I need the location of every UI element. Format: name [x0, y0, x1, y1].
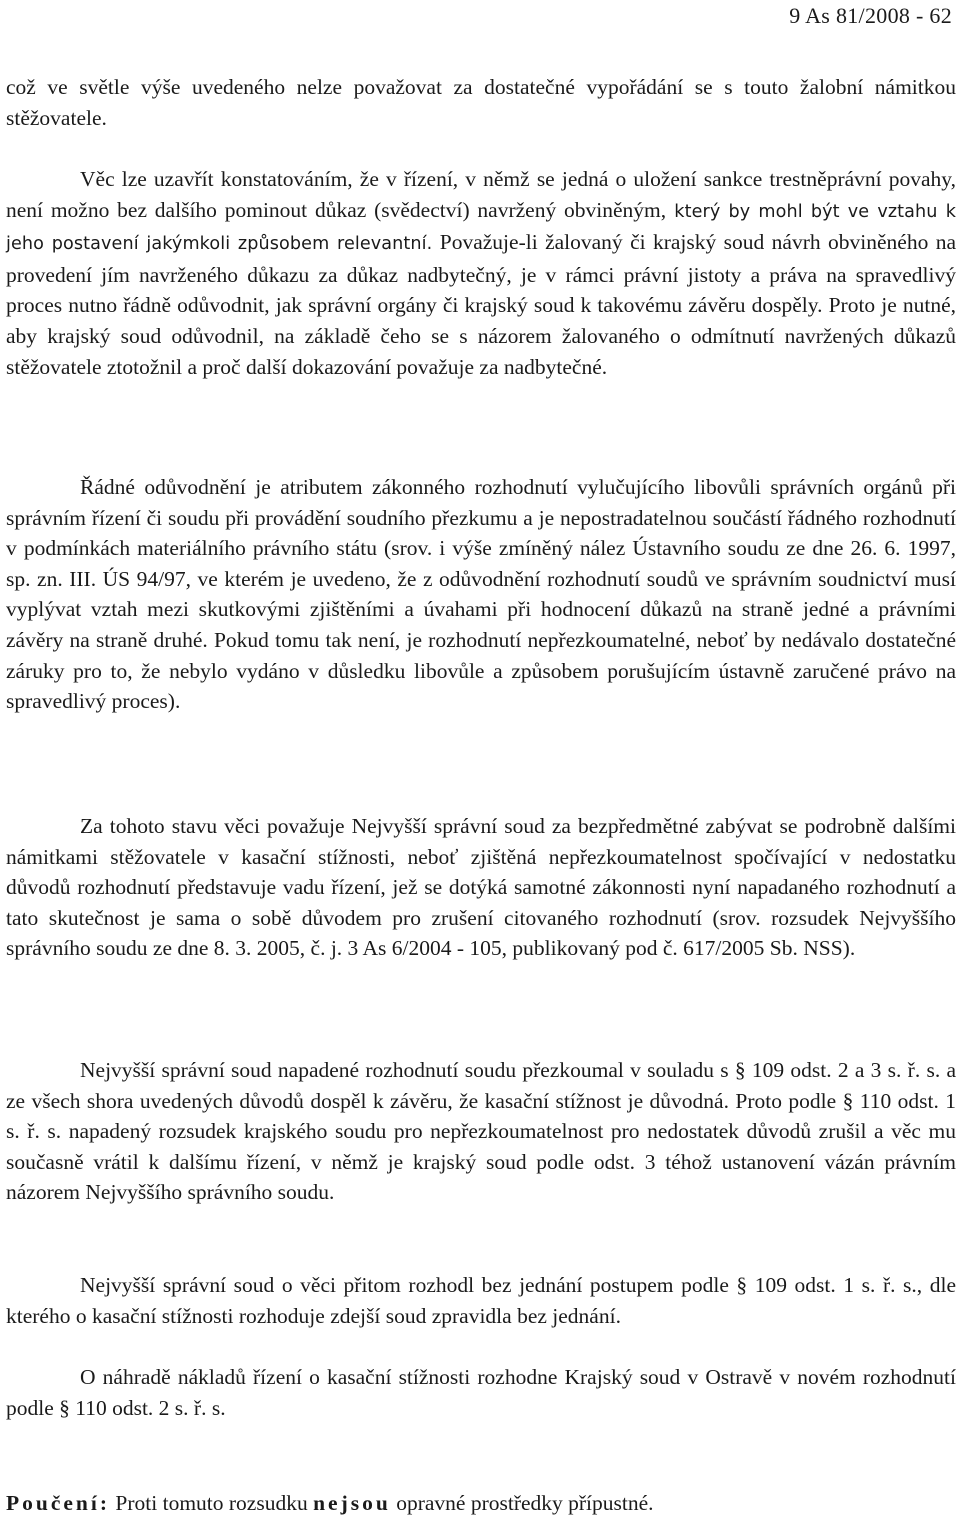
paragraph-costs: O náhradě nákladů řízení o kasační stížnosti rozhodne Krajský soud v Ostravě v novém rozhodnutí podle § 110 odst. 2 s. ř. s.	[6, 1365, 956, 1420]
paragraph-procedure: Nejvyšší správní soud o věci přitom rozhodl bez jednání postupem podle § 109 odst. 1 s. ř. s., dle kterého o kasační stížnosti rozhoduje zdejší soud zpravidla bez jednání.	[6, 1273, 956, 1328]
case-number: 9 As 81/2008 - 62	[789, 3, 952, 28]
document-page	[6, 0, 956, 1517]
paragraph-unreviewable: Za tohoto stavu věci považuje Nejvyšší správní soud za bezpředmětné zabývat se podrobně dalšími námitkami stěžovatele v kasační stížnosti, neboť zjištěná nepřezkoumatelnost spočívající v nedostatku důvodů rozhodnutí představuje vadu řízení, jež se dotýká samotné zákonnosti nyní napadaného rozhodnutí a tato skutečnost je sama o sobě důvodem pro zrušení citovaného rozhodnutí (srov. rozsudek Nejvyššího správního soudu ze dne 8. 3. 2005, č. j. 3 As 6/2004 - 105, publikovaný pod č. 617/2005 Sb. NSS).	[6, 814, 956, 961]
legal-instruction	[6, 1488, 956, 1518]
paragraph-reasoning: Řádné odůvodnění je atributem zákonného rozhodnutí vylučujícího libovůli správních orgánů při správním řízení či soudu při provádění soudního přezkumu a je nepostradatelnou součástí řádného rozhodnutí v podmínkách materiálního právního státu (srov. i výše zmíněný nález Ústavního soudu ze dne 26. 6. 1997, sp. zn. III. ÚS 94/97, ve kterém je uvedeno, že z odůvodnění rozhodnutí soudů ve správním soudnictví musí vyplývat vztah mezi skutkovými zjištěními a úvahami při hodnocení důkazů na straně jedné a právními závěry na straně druhé. Pokud tomu tak není, je rozhodnutí nepřezkoumatelné, neboť by nedávalo dostatečné záruky pro to, že nebylo vydáno v důsledku libovůle a způsobem porušujícím ústavně zaručené právo na spravedlivý proces).	[6, 475, 956, 714]
paragraph-text-serif-b: Považuje-li žalovaný či krajský soud návrh obviněného na provedení jím navrženého důkazu za důkaz nadbytečný, je v rámci právní jistoty a práva na spravedlivý proces nutno řádně odůvodnit, jak správní orgány či krajský soud k takovému závěru dospěly. Proto je nutné, aby krajský soud odůvodnil, na základě čeho se s názorem žalovaného o odmítnutí navržených důkazů stěžovatele ztotožnil a proč další dokazování považuje za nadbytečné.	[6, 230, 956, 379]
instruction-label: Poučení:	[6, 1491, 111, 1515]
paragraph-text-serif-a: Věc lze uzavřít konstatováním, že v řízení, v němž se jedná o uložení sankce trestněprávní povahy, není možno bez dalšího pominout důkaz (svědectví) navržený obviněným,	[6, 167, 956, 222]
paragraph-conclusion-evidence	[6, 164, 956, 382]
instruction-text-2: opravné prostředky přípustné.	[390, 1491, 654, 1515]
paragraph-decision: Nejvyšší správní soud napadené rozhodnutí soudu přezkoumal v souladu s § 109 odst. 2 a 3 s. ř. s. a ze všech shora uvedených důvodů dospěl k závěru, že kasační stížnost je důvodná. Proto podle § 110 odst. 1 s. ř. s. napadený rozsudek krajského soudu pro nepřezkoumatelnost pro nedostatek důvodů zrušil a věc mu současně vrátil k dalšímu řízení, v němž je krajský soud podle odst. 3 téhož ustanovení vázán právním názorem Nejvyššího správního soudu.	[6, 1058, 956, 1205]
paragraph-text-sans: který by mohl být ve vztahu k jeho postavení jakýmkoli způsobem relevantní.	[6, 201, 956, 255]
instruction-text-1: Proti tomuto rozsudku	[110, 1491, 314, 1515]
instruction-emphasis: nejsou	[313, 1491, 391, 1515]
paragraph-continuation: což ve světle výše uvedeného nelze považovat za dostatečné vypořádání se s touto žalobní námitkou stěžovatele.	[6, 75, 956, 130]
